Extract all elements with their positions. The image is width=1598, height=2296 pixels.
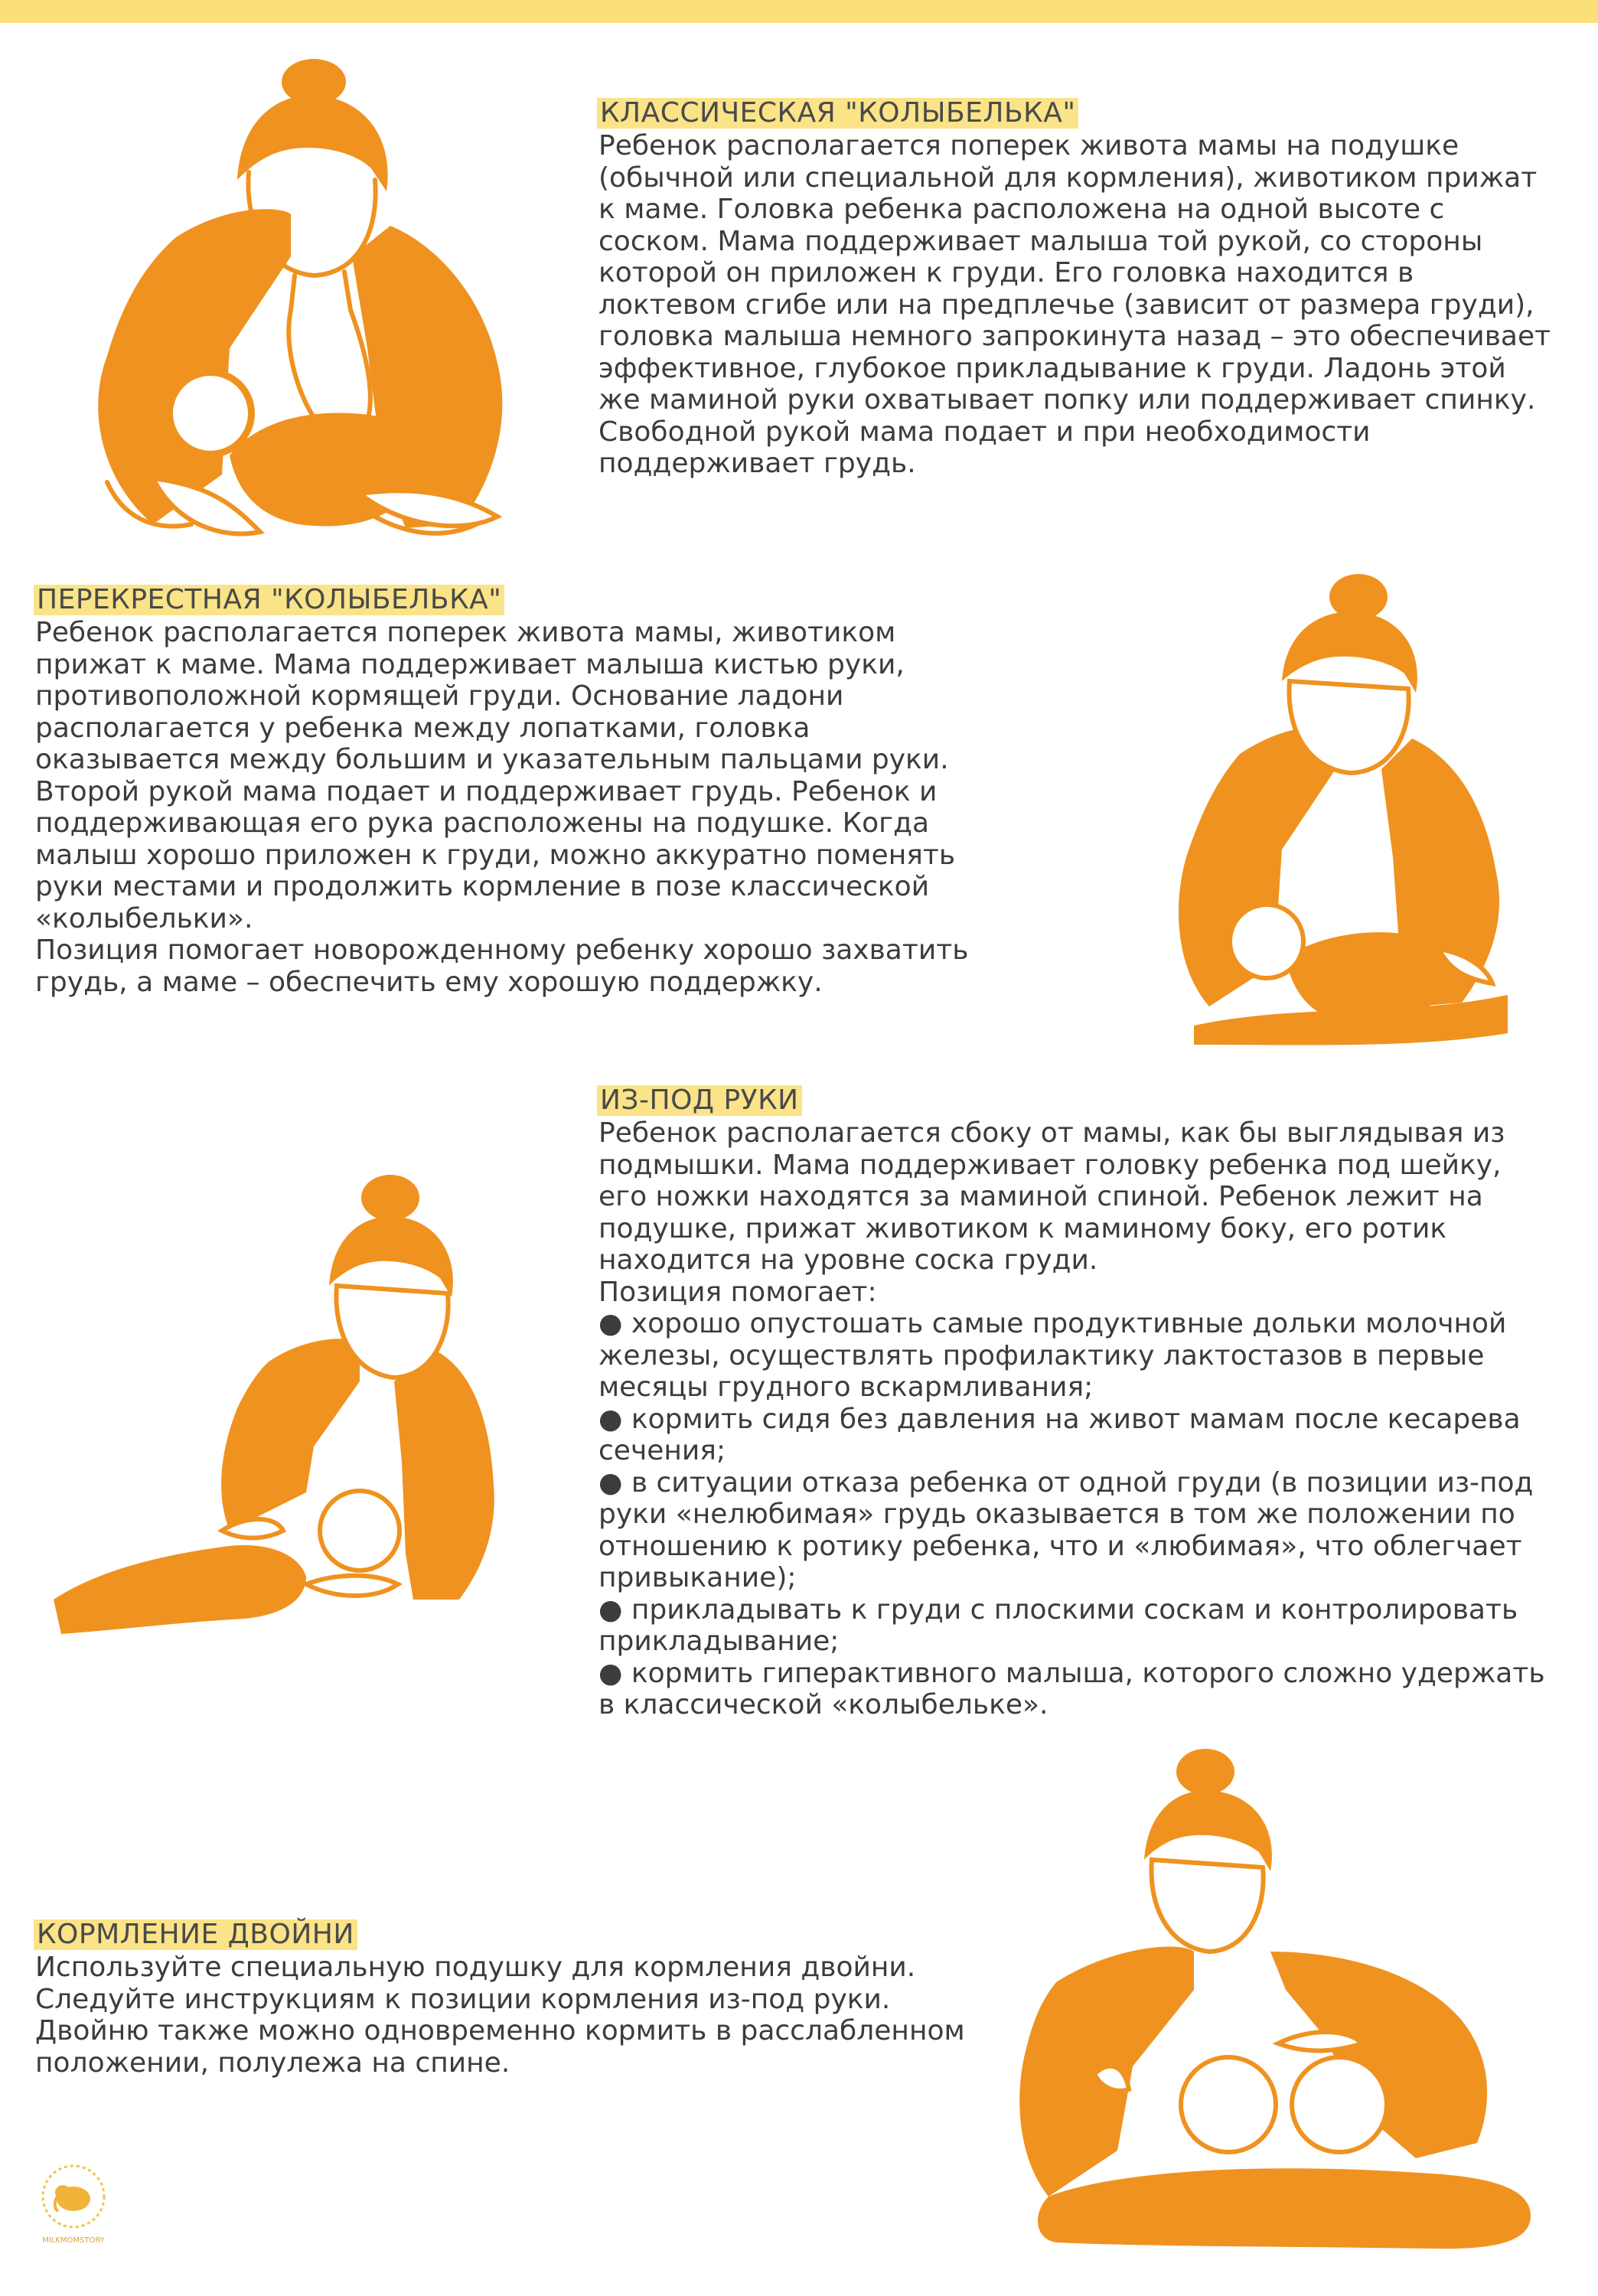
text-line: прижат к маме. Мама поддерживает малыша кистью руки,: [35, 648, 905, 680]
text-line: привыкание);: [598, 1562, 797, 1593]
section-twins: [35, 1919, 992, 2079]
text-line: головка малыша немного запрокинута назад – это обеспечивает: [598, 321, 1551, 352]
section-title: ИЗ-ПОД РУКИ: [597, 1085, 802, 1116]
section-football-hold: [598, 1085, 1578, 1721]
text-line: прикладывание;: [598, 1626, 840, 1657]
text-line: соском. Мама поддерживает малыша той рукой, со стороны: [598, 225, 1483, 257]
text-line: Ребенок располагается поперек живота мамы, животиком: [35, 617, 896, 648]
top-accent-bar: [0, 0, 1598, 23]
section-body: [35, 617, 992, 998]
text-line: ● кормить сидя без давления на живот мамам после кесарева: [598, 1403, 1521, 1435]
twins-feeding-illustration: [1003, 1745, 1538, 2250]
text-line: сечения;: [598, 1435, 726, 1466]
text-line: грудь, а маме – обеспечить ему хорошую поддержку.: [35, 966, 823, 998]
text-line: в классической «колыбельке».: [598, 1689, 1048, 1720]
text-line: Ребенок располагается сбоку от мамы, как бы выглядывая из: [598, 1117, 1505, 1149]
text-line: которой он приложен к груди. Его головка находится в: [598, 257, 1414, 289]
text-line: же маминой руки охватывает попку или поддерживает спинку.: [598, 384, 1536, 416]
text-line: располагается у ребенка между лопатками, головка: [35, 712, 810, 744]
text-line: Ребенок располагается поперек живота мамы на подушке: [598, 130, 1459, 161]
section-title: КЛАССИЧЕСКАЯ "КОЛЫБЕЛЬКА": [597, 98, 1078, 129]
text-line: подмышки. Мама поддерживает головку ребенка под шейку,: [598, 1149, 1502, 1181]
text-line: железы, осуществлять профилактику лактостазов в первые: [598, 1339, 1485, 1371]
text-line: положении, полулежа на спине.: [35, 2047, 510, 2079]
text-line: локтевом сгибе или на предплечье (зависит от размера груди),: [598, 289, 1534, 321]
text-line: Двойню также можно одновременно кормить в расслабленном: [35, 2015, 965, 2047]
text-line: руки «нелюбимая» грудь оказывается в том же положении по: [598, 1499, 1515, 1530]
text-line: Следуйте инструкциям к позиции кормления из-под руки.: [35, 1983, 891, 2015]
text-line: оказывается между большим и указательным пальцами руки.: [35, 744, 949, 775]
logo-text: MILKMOMSTORY: [42, 2236, 105, 2245]
text-line: эффективное, глубокое прикладывание к груди. Ладонь этой: [598, 352, 1506, 384]
elephant-logo-icon: [55, 2185, 90, 2211]
text-line: ● хорошо опустошать самые продуктивные дольки молочной: [598, 1308, 1507, 1339]
cross-cradle-illustration: [1148, 566, 1508, 1049]
text-line: Позиция помогает новорожденному ребенку хорошо захватить: [35, 934, 969, 966]
section-classic-cradle: [598, 98, 1555, 480]
text-line: Используйте специальную подушку для кормления двойни.: [35, 1952, 916, 1983]
text-line: Свободной рукой мама подает и при необходимости: [598, 416, 1371, 448]
classic-cradle-illustration: [61, 57, 536, 566]
text-line: противоположной кормящей груди. Основание ладони: [35, 680, 844, 712]
section-cross-cradle: [35, 585, 992, 998]
text-line: малыш хорошо приложен к груди, можно аккуратно поменять: [35, 839, 956, 871]
text-line: ● кормить гиперактивного малыша, которого сложно удержать: [598, 1657, 1545, 1689]
text-line: «колыбельки».: [35, 902, 253, 934]
text-line: подушке, прижат животиком к маминому боку, его ротик: [598, 1212, 1447, 1244]
text-line: месяцы грудного вскармливания;: [598, 1371, 1094, 1403]
section-body: [35, 1952, 992, 2079]
brand-logo: [35, 2162, 112, 2239]
text-line: ● прикладывать к груди с плоскими соскам и контролировать: [598, 1593, 1518, 1626]
text-line: отношению к ротику ребенка, что и «любимая», что облегчает: [598, 1530, 1522, 1562]
text-line: к маме. Головка ребенка расположена на одной высоте с: [598, 194, 1445, 225]
text-line: руки местами и продолжить кормление в позе классической: [35, 871, 930, 902]
text-line: ● в ситуации отказа ребенка от одной груди (в позиции из-под: [598, 1466, 1534, 1499]
football-hold-illustration: [54, 1171, 497, 1638]
text-line: поддерживает грудь.: [598, 448, 916, 479]
text-line: поддерживающая его рука расположены на подушке. Когда: [35, 807, 930, 839]
text-line: Позиция помогает:: [598, 1276, 877, 1308]
section-body: [598, 1117, 1578, 1721]
section-title: ПЕРЕКРЕСТНАЯ "КОЛЫБЕЛЬКА": [34, 585, 504, 615]
text-line: его ножки находятся за маминой спиной. Ребенок лежит на: [598, 1181, 1483, 1212]
section-title: КОРМЛЕНИЕ ДВОЙНИ: [34, 1919, 357, 1950]
section-body: [598, 130, 1555, 480]
text-line: находится на уровне соска груди.: [598, 1244, 1098, 1276]
text-line: Второй рукой мама подает и поддерживает грудь. Ребенок и: [35, 775, 938, 807]
text-line: (обычной или специальной для кормления), животиком прижат: [598, 161, 1538, 194]
